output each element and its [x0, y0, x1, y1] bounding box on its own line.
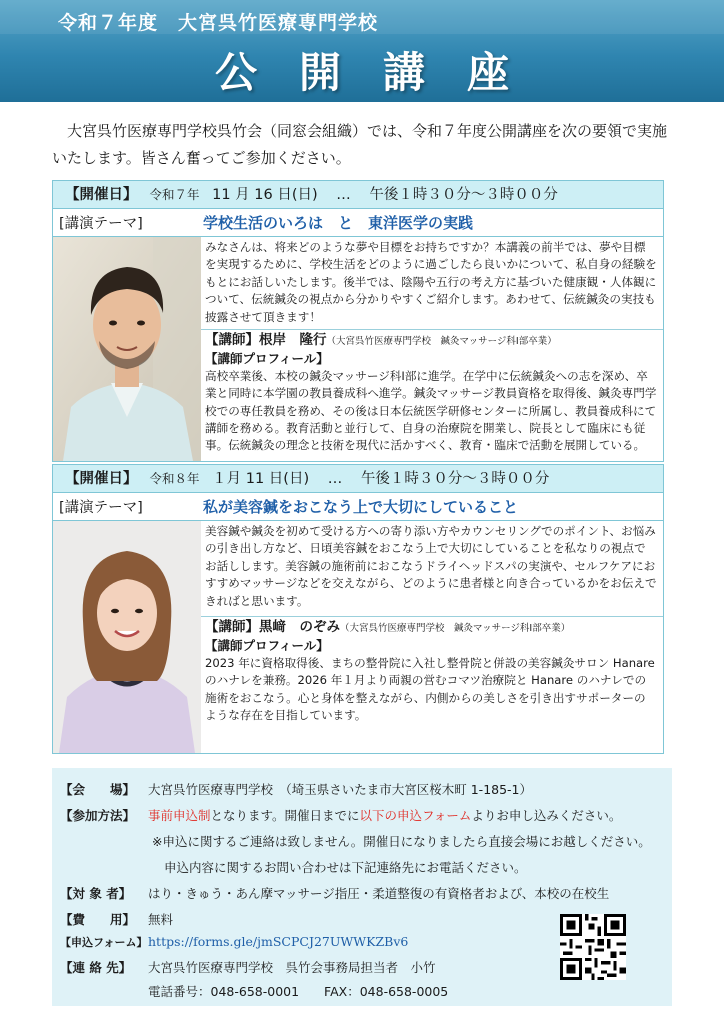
- form-label: 【申込フォーム】: [60, 936, 148, 949]
- apply-label: 【参加方法】: [60, 808, 136, 823]
- date: 11 月 16 日(日): [212, 187, 318, 203]
- session-2: [52, 464, 664, 754]
- theme-row: [53, 208, 663, 237]
- theme-title: 私が美容鍼をおこなう上で大切にしていること: [203, 498, 519, 516]
- form-link[interactable]: https://forms.gle/jmSCPCJ27UWWKZBv6: [148, 934, 409, 949]
- era: 令和８年: [149, 471, 200, 486]
- dots: …: [327, 471, 343, 487]
- note-1: ※申込に関するご連絡は致しません。開催日になりましたら直接会場にお越しください。: [152, 834, 651, 849]
- time: 午後１時３０分～３時００分: [360, 471, 550, 487]
- profile-label: 【講師プロフィール】: [205, 638, 329, 654]
- profile-text: 2023 年に資格取得後、まちの整骨院に入社し整骨院と併設の美容鍼灸サロン Hanare のハナレを兼務。2026 年１月より両親の営むコマツ治療院と Hanare のハナレでの施術をおこなう。心と身体を整えながら、内側からの美しさを引き出すサポーターのような存在を目指しています。: [205, 655, 655, 723]
- date-label: 【開催日】: [65, 471, 138, 487]
- lecturer-photo-female: [53, 521, 201, 753]
- apply-red-2: 以下の申込フォーム: [359, 808, 472, 823]
- fee-label: 【費 用】: [60, 912, 136, 927]
- page-title: 公開講座: [214, 48, 551, 97]
- date: １月 11 日(日): [212, 471, 310, 487]
- header-year: 令和７年度 大宮呉竹医療専門学校: [58, 12, 379, 34]
- lecturer-line: [205, 332, 657, 350]
- phone-value: 電話番号：048-658-0001 FAX：048-658-0005: [148, 984, 449, 999]
- theme-row: [53, 492, 663, 521]
- lecturer-label: 【講師】: [205, 332, 259, 349]
- intro-text: 大宮呉竹医療専門学校呉竹会（同窓会組織）では、令和７年度公開講座を次の要領で実施いたします。皆さん奮ってご参加ください。: [52, 122, 668, 167]
- header-banner: [0, 0, 724, 102]
- dots: …: [336, 187, 351, 203]
- profile-label: 【講師プロフィール】: [205, 351, 329, 367]
- fee-value: 無料: [148, 912, 174, 927]
- lecturer-name: 根岸 隆行: [259, 332, 327, 349]
- apply-red-1: 事前申込制: [148, 808, 211, 823]
- session-description: 美容鍼や鍼灸を初めて受ける方への寄り添い方やカウンセリングでのポイント、お悩みの引き出し方など、日頃美容鍼をおこなう上で大切にしていることを私なりの視点でお話しします。美容鍼の施術前におこなうドライヘッドスパの実演や、セルフケアにおすすめマッサージなどを交えながら、どのように患者様と向き合っているかをお伝えできればと思います。: [205, 524, 657, 608]
- lecturer-name: 黒﨑 のぞみ: [259, 619, 340, 636]
- contact-label: 【連 絡 先】: [60, 960, 132, 975]
- session-1: [52, 180, 664, 462]
- profile-text: 高校卒業後、本校の鍼灸マッサージ科Ⅰ部に進学。在学中に伝統鍼灸への志を深め、卒業と同時に本学園の教員養成科へ進学。鍼灸マッサージ教員資格を取得後、鍼灸専門学校での専任教員を務め、その後は日本伝統医学研修センターに所属し、教員養成科にて講師を務める。教育活動と並行して、自身の治療院を開業し、院長として臨床にも従事。伝統鍼灸の理念と技術を現代に活かすべく、教育・臨床で活動を展開している。: [205, 368, 657, 453]
- date-bar: [53, 181, 663, 208]
- venue-value: 大宮呉竹医療専門学校 （埼玉県さいたま市大宮区桜木町 1-185-1）: [148, 782, 533, 797]
- theme-label: [講演テーマ]: [59, 500, 143, 516]
- lecturer-line: [205, 619, 657, 637]
- venue-label: 【会 場】: [60, 782, 136, 797]
- target-value: はり・きゅう・あん摩マッサージ指圧・柔道整復の有資格者および、本校の在校生: [148, 886, 610, 901]
- lecturer-affiliation: （大宮呉竹医療専門学校 鍼灸マッサージ科Ⅰ部卒業）: [326, 336, 557, 348]
- contact-value: 大宮呉竹医療専門学校 呉竹会事務局担当者 小竹: [148, 960, 436, 975]
- lecturer-label: 【講師】: [205, 619, 259, 636]
- target-label: 【対 象 者】: [60, 886, 132, 901]
- theme-label: [講演テーマ]: [59, 216, 143, 232]
- theme-title: 学校生活のいろは と 東洋医学の実践: [203, 214, 474, 232]
- lecturer-affiliation: （大宮呉竹医療専門学校 鍼灸マッサージ科Ⅰ部卒業）: [340, 623, 571, 635]
- session-description: みなさんは、将来どのような夢や目標をお持ちですか？本講義の前半では、夢や目標を実現するために、学校生活をどのように過ごしたら良いかについて、私自身の経験をもとにお話しいたします。後半では、陰陽や五行の考え方に基づいた健康観・人体観について、伝統鍼灸の視点から分かりやすくご紹介します。あわせて、伝統鍼灸の実技も披露させて頂きます！: [205, 240, 657, 324]
- info-box: [52, 768, 672, 1006]
- qr-code-icon[interactable]: [560, 914, 626, 980]
- apply-end: よりお申し込みください。: [471, 808, 622, 823]
- era: 令和７年: [149, 187, 200, 202]
- time: 午後１時３０分～３時００分: [369, 187, 558, 203]
- lecturer-photo-male: [53, 237, 201, 461]
- note-2: 申込内容に関するお問い合わせは下記連絡先にお電話ください。: [164, 860, 527, 875]
- date-label: 【開催日】: [65, 187, 138, 203]
- date-bar: [53, 465, 663, 492]
- apply-mid: となります。開催日までに: [210, 808, 360, 823]
